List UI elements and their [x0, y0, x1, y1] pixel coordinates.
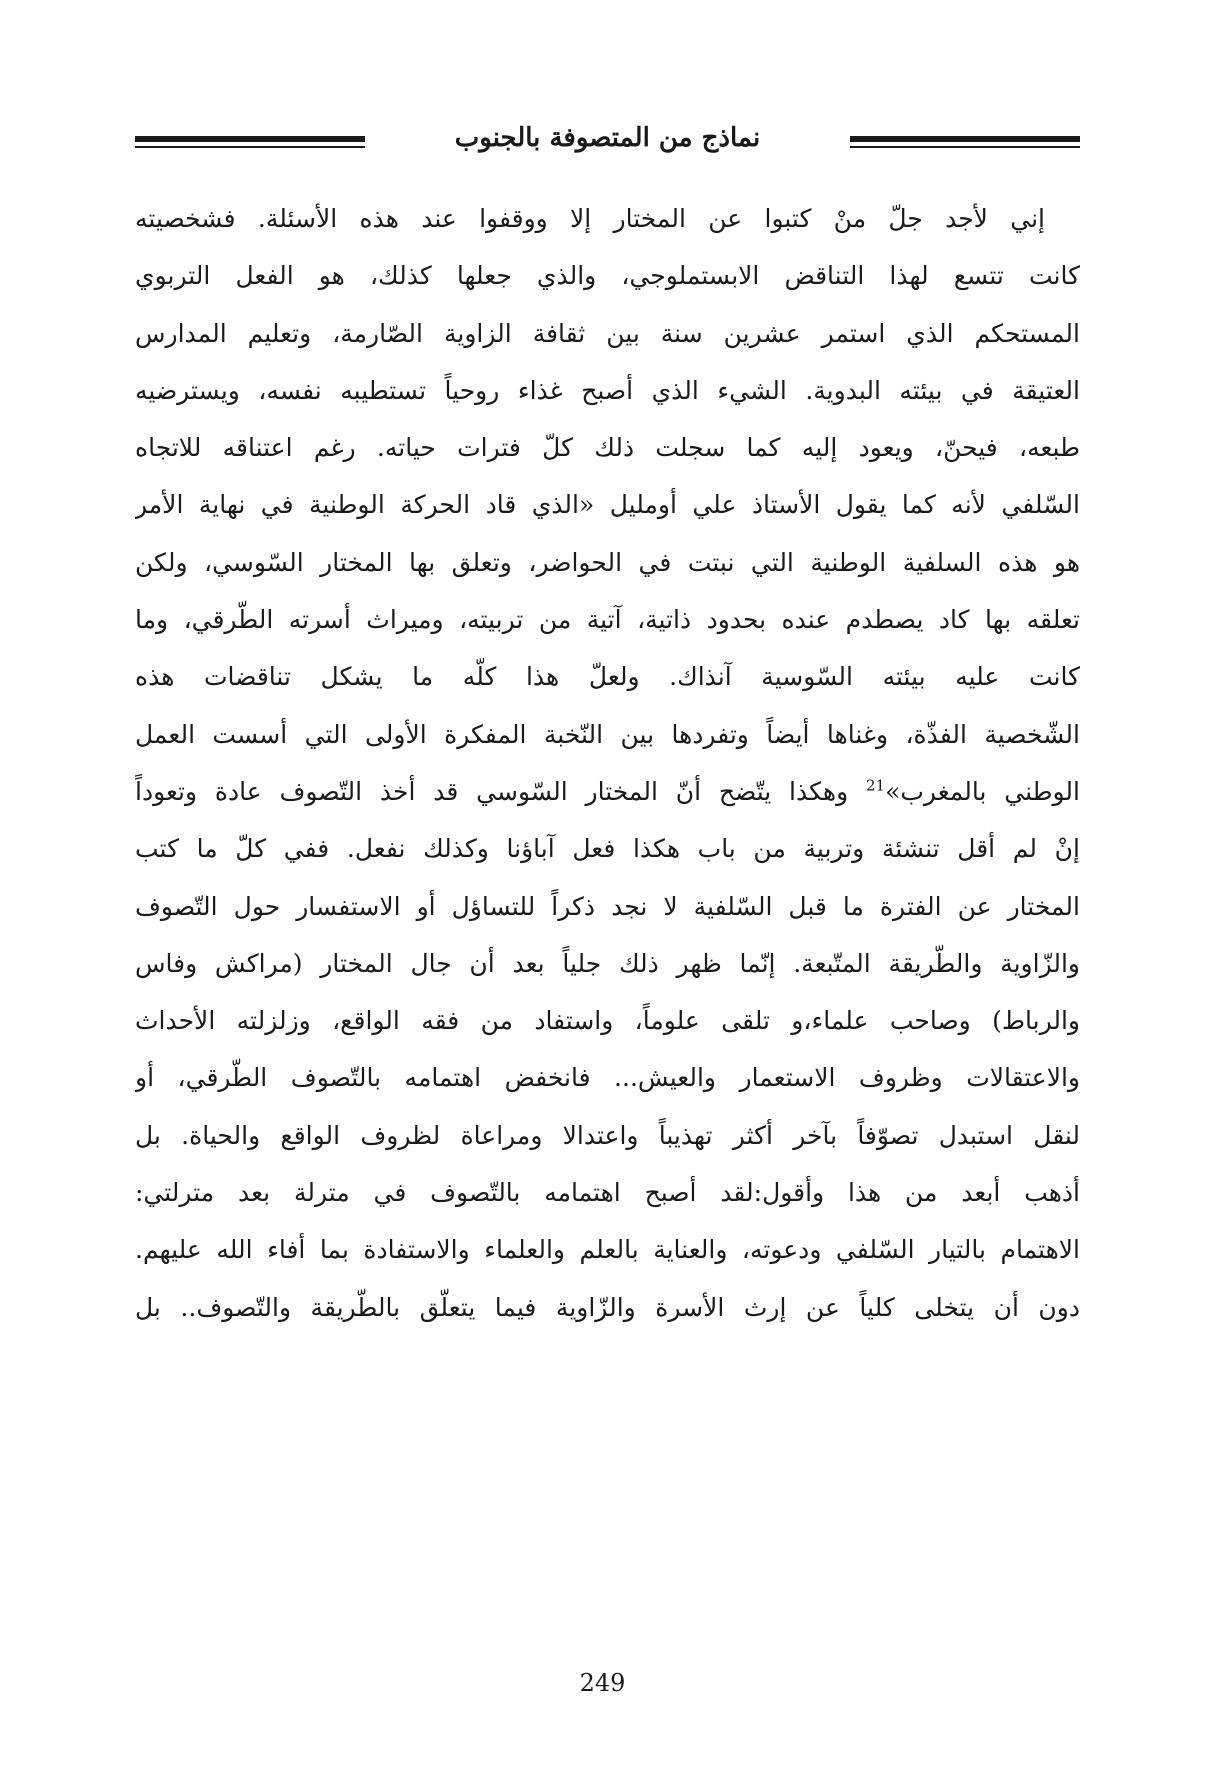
text-line: المختار عن الفترة ما قبل السّلفية لا نجد ذكراً للتساؤل أو الاستفسار حول التّصوف	[135, 891, 1080, 921]
text-line: لنقل استبدل تصوّفاً بآخر أكثر تهذيباً واعتدالا ومراعاة لظروف الواقع والحياة. بل	[135, 1120, 1080, 1150]
footnote-marker[interactable]: 21	[865, 776, 886, 795]
body-text	[135, 190, 1080, 1336]
text-line: إني لأجد جلّ منْ كتبوا عن المختار إلا ووقفوا عند هذه الأسئلة. فشخصيته	[135, 204, 1045, 233]
text-line: الشّخصية الفذّة، وغناها أيضاً وتفردها بين النّخبة المفكرة الأولى التي أسست العمل	[135, 719, 1080, 749]
text-line: إنْ لم أقل تنشئة وتربية من باب هكذا فعل آباؤنا وكذلك نفعل. ففي كلّ ما كتب	[135, 834, 1080, 864]
text-line: أذهب أبعد من هذا وأقول:لقد أصبح اهتمامه بالتّصوف في مترلة بعد مترلتي:	[135, 1178, 1080, 1208]
text-segment: الوطني بالمغرب»	[885, 776, 1080, 806]
text-line: هو هذه السلفية الوطنية التي نبتت في الحواضر، وتعلق بها المختار السّوسي، ولكن	[135, 547, 1080, 577]
text-line-with-footnote	[135, 763, 1080, 820]
text-line: الاهتمام بالتيار السّلفي ودعوته، والعناية بالعلم والعلماء والاستفادة بما أفاء الله عليهم.	[135, 1235, 1080, 1265]
page-number: 249	[579, 1669, 626, 1697]
page-header	[135, 118, 1080, 168]
text-line: والرباط) وصاحب علماء،و تلقى علوماً، واستفاد من فقه الواقع، وزلزلته الأحداث	[135, 1006, 1080, 1036]
header-rule-thin	[135, 146, 365, 148]
text-line: والزّاوية والطّريقة المتّبعة. إنّما ظهر ذلك جلياً بعد أن جال المختار (مراكش وفاس	[135, 948, 1080, 978]
text-line: المستحكم الذي استمر عشرين سنة بين ثقافة الزاوية الصّارمة، وتعليم المدارس	[135, 318, 1080, 348]
header-rule-left	[135, 136, 365, 148]
header-rule-thick	[135, 136, 365, 142]
text-segment: وهكذا يتّضح أنّ المختار السّوسي قد أخذ التّصوف عادة وتعوداً	[135, 776, 866, 806]
text-line: تعلقه بها كاد يصطدم عنده بحدود ذاتية، آتية من تربيته، وميراث أسرته الطّرقي، وما	[135, 605, 1080, 635]
text-line: العتيقة في بيئته البدوية. الشيء الذي أصبح غذاء روحياً تستطيبه نفسه، ويسترضيه	[135, 375, 1080, 405]
header-rule-thin	[850, 146, 1080, 148]
text-line: كانت تتسع لهذا التناقض الابستملوجي، والذي جعلها كذلك، هو الفعل التربوي	[135, 261, 1080, 291]
text-line: والاعتقالات وظروف الاستعمار والعيش... فانخفض اهتمامه بالتّصوف الطّرقي، أو	[135, 1063, 1080, 1093]
text-line: السّلفي لأنه كما يقول الأستاذ علي أومليل «الذي قاد الحركة الوطنية في نهاية الأمر	[135, 490, 1080, 520]
header-rule-right	[850, 136, 1080, 148]
running-header-title: نماذج من المتصوفة بالجنوب	[454, 123, 761, 153]
text-line: دون أن يتخلى كلياً عن إرث الأسرة والزّاوية فيما يتعلّق بالطّريقة والتّصوف.. بل	[135, 1292, 1080, 1322]
text-line: طبعه، فيحنّ، ويعود إليه كما سجلت ذلك كلّ فترات حياته. رغم اعتناقه للاتجاه	[135, 433, 1080, 463]
text-line: كانت عليه بيئته السّوسية آنذاك. ولعلّ هذا كلّه ما يشكل تناقضات هذه	[135, 662, 1080, 692]
header-rule-thick	[850, 136, 1080, 142]
